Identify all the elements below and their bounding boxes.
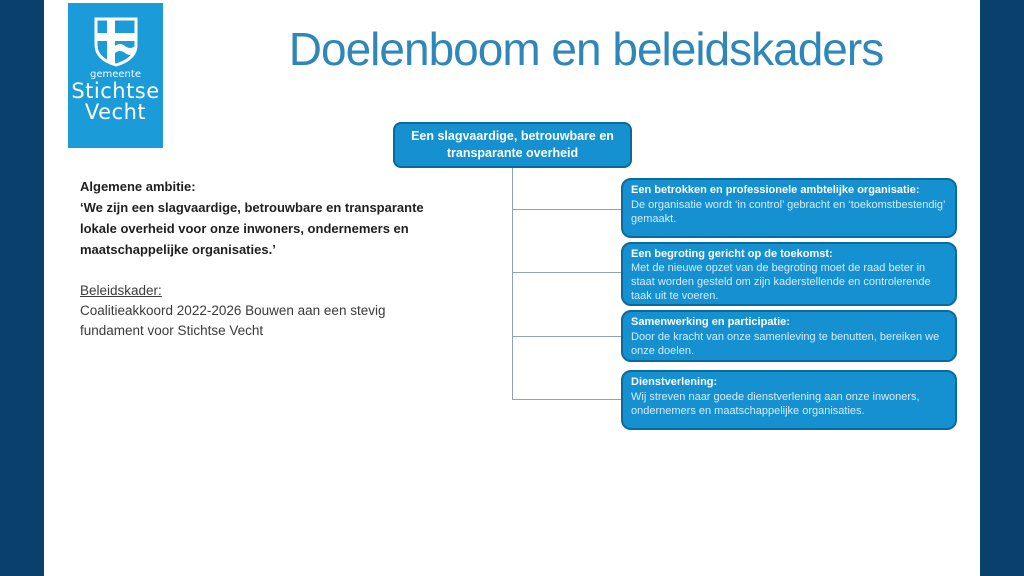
goal-box-dienstverlening <box>621 370 957 430</box>
tree-branch-connector-2 <box>512 272 621 273</box>
tree-spine-connector <box>512 168 513 399</box>
shield-icon <box>93 16 139 68</box>
root-goal-text: Een slagvaardige, betrouwbare en transparante overheid <box>411 129 614 160</box>
right-edge-bar <box>980 0 1024 576</box>
logo-name-line1: Stichtse <box>71 79 160 103</box>
goal-box-heading: Samenwerking en participatie: <box>631 316 790 328</box>
goal-box-heading: Een betrokken en professionele ambtelijke organisatie: <box>631 184 920 196</box>
goal-box-heading: Dienstverlening: <box>631 376 718 388</box>
goal-box-body: De organisatie wordt ‘in control’ gebracht en ‘toekomstbestendig’ gemaakt. <box>631 198 946 225</box>
policy-heading: Beleidskader: <box>80 283 162 298</box>
ambition-quote: ‘We zijn een slagvaardige, betrouwbare en transparante lokale overheid voor onze inwoners, ondernemers en maatschappelijke organisaties.’ <box>80 200 424 257</box>
tree-branch-connector-4 <box>512 399 621 400</box>
goal-box-organisatie <box>621 178 957 238</box>
ambition-heading: Algemene ambitie: <box>80 179 196 194</box>
goal-box-body: Wij streven naar goede dienstverlening aan onze inwoners, ondernemers en maatschappelijke organisaties. <box>631 390 920 417</box>
page-title: Doelenboom en beleidskaders <box>288 23 884 75</box>
left-edge-bar <box>0 0 44 576</box>
tree-branch-connector-1 <box>512 209 621 210</box>
tree-branch-connector-3 <box>512 336 621 337</box>
ambition-block <box>80 176 430 341</box>
goal-box-body: Met de nieuwe opzet van de begroting moet de raad beter in staat worden gesteld om zijn kaderstellende en controlerende taak uit te voeren. <box>631 262 931 302</box>
root-goal-box <box>393 122 632 168</box>
goal-box-begroting <box>621 242 957 306</box>
policy-text: Coalitieakkoord 2022-2026 Bouwen aan een stevig fundament voor Stichtse Vecht <box>80 303 386 338</box>
logo-gemeente-label: gemeente <box>90 69 141 80</box>
goal-box-samenwerking <box>621 310 957 362</box>
goal-box-body: Door de kracht van onze samenleving te benutten, bereiken we onze doelen. <box>631 330 940 357</box>
logo-name-line2: Vecht <box>84 100 147 124</box>
municipality-logo <box>68 3 163 148</box>
goal-box-heading: Een begroting gericht op de toekomst: <box>631 248 833 260</box>
